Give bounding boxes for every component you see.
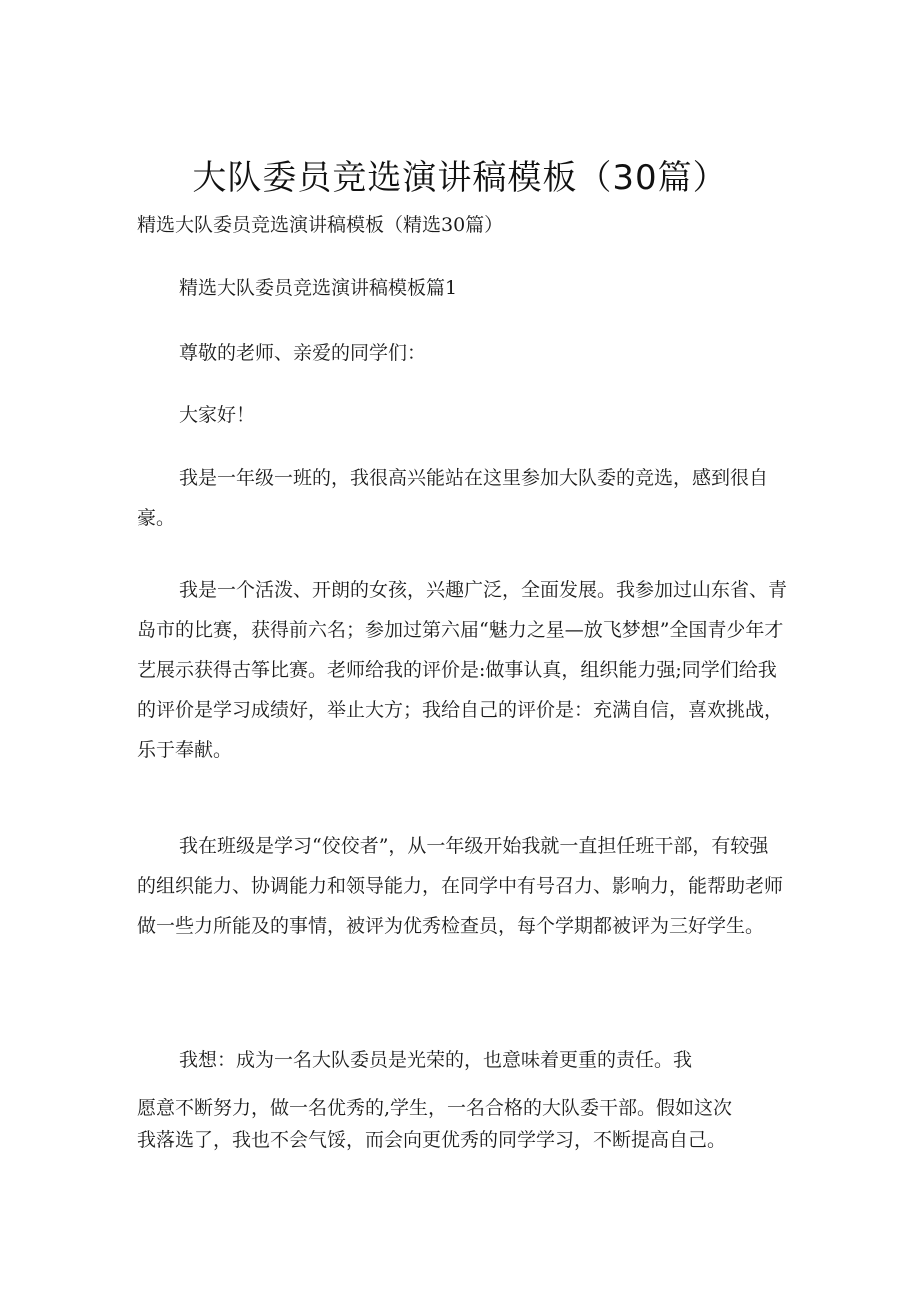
document-title: 大队委员竞选演讲稿模板（30篇） xyxy=(192,158,728,198)
paragraph-4: 我想：成为一名大队委员是光荣的，也意味着更重的责任。我 xyxy=(179,1049,693,1071)
greeting-line: 大家好！ xyxy=(179,404,256,426)
paragraph-2: 我是一个活泼、开朗的女孩，兴趣广泛，全面发展。我参加过山东省、青岛市的比赛，获得前六名；参加过第六届“魅力之星—放飞梦想”全国青少年才艺展示获得古筝比赛。老师给我的评价是:做事认真，组织能力强;同学们给我的评价是学习成绩好，举止大方；我给自己的评价是：充满自信，喜欢挑战，乐于奉献。 xyxy=(137,579,788,761)
salutation: 尊敬的老师、亲爱的同学们： xyxy=(179,342,427,364)
paragraph-1: 我是一年级一班的，我很高兴能站在这里参加大队委的竞选，感到很自豪。 xyxy=(137,467,769,529)
text-line: 我落选了，我也不会气馁，而会向更优秀的同学学习，不断提高自己。 xyxy=(137,1129,727,1151)
document-subtitle: 精选大队委员竞选演讲稿模板（精选30篇） xyxy=(137,214,504,236)
paragraph-4-continuation xyxy=(137,1092,732,1156)
paragraph-3: 我在班级是学习“佼佼者”，从一年级开始我就一直担任班干部，有较强的组织能力、协调能力和领导能力，在同学中有号召力、影响力，能帮助老师做一些力所能及的事情，被评为优秀检查员，每个学期都被评为三好学生。 xyxy=(137,835,784,937)
text-line: 愿意不断努力，做一名优秀的,学生，一名合格的大队委干部。假如这次 xyxy=(137,1097,733,1119)
section-heading: 精选大队委员竞选演讲稿模板篇1 xyxy=(179,277,458,299)
